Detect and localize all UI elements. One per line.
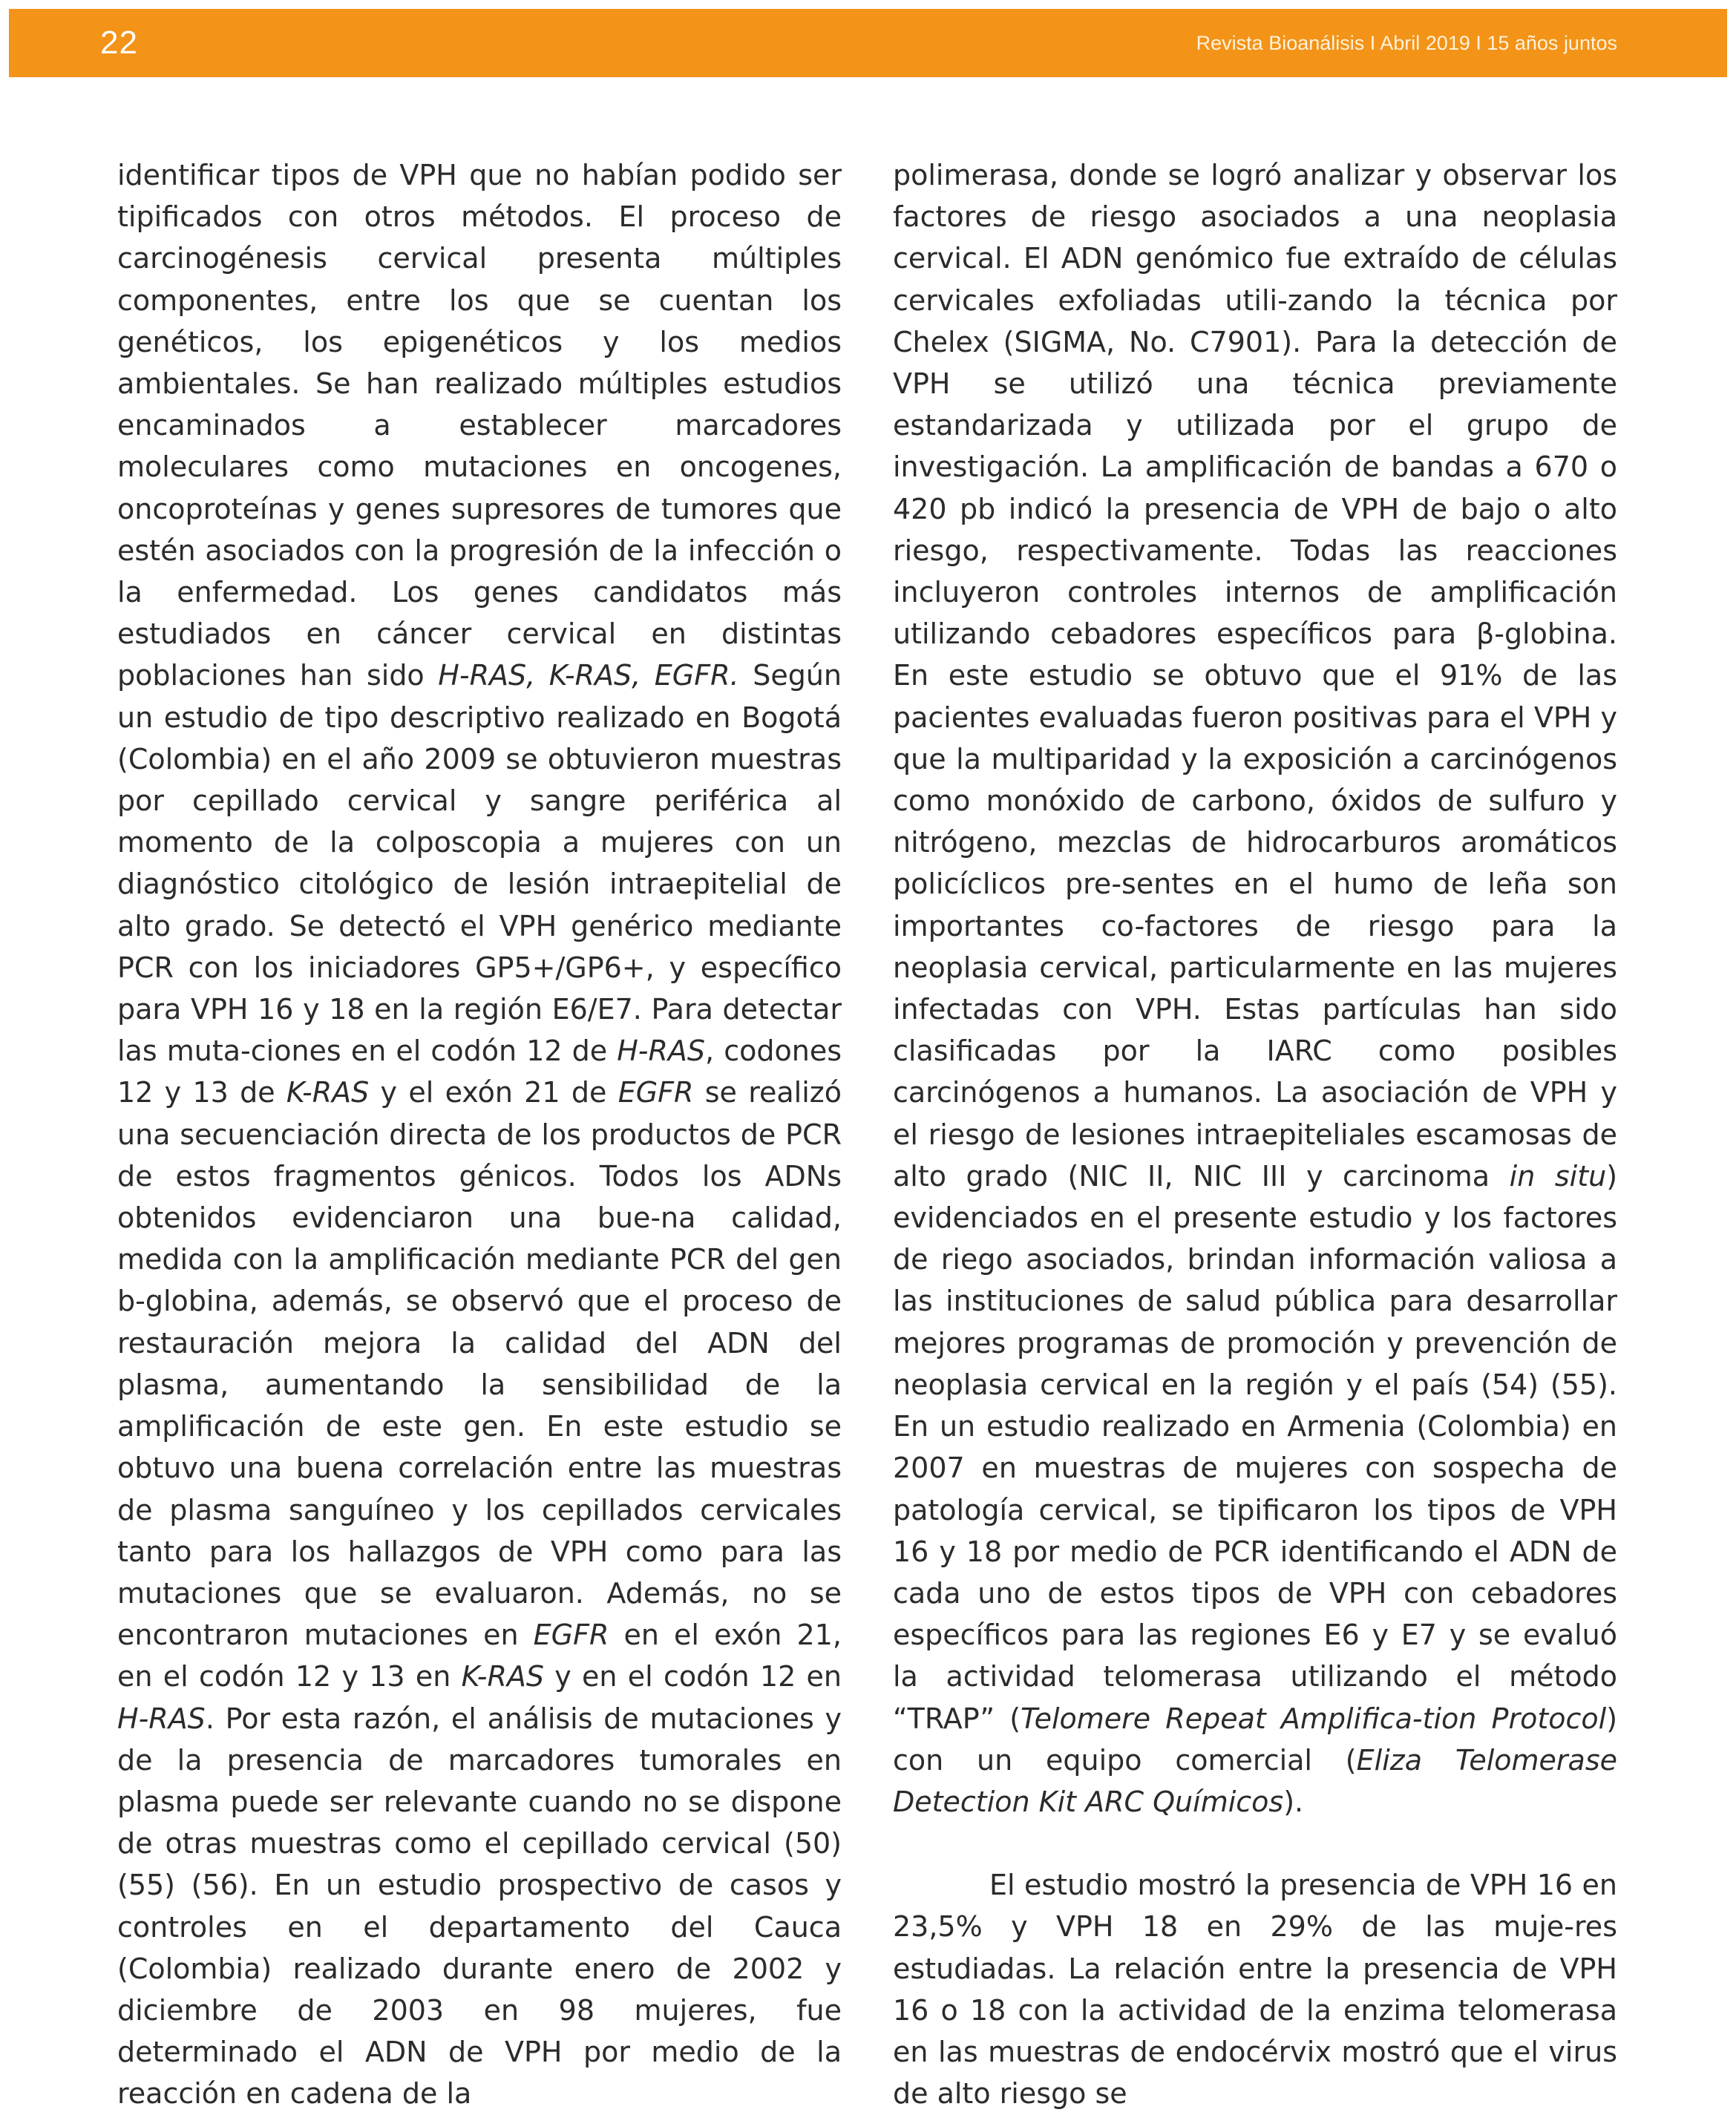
left-paragraph xyxy=(117,154,842,2115)
right-column xyxy=(893,154,1617,2114)
gene-name: K-RAS xyxy=(286,1076,370,1109)
italic-term: Telomere Repeat Amplifica-tion Protocol xyxy=(1021,1702,1607,1735)
running-header: Revista Bioanálisis I Abril 2019 I 15 años juntos xyxy=(1196,32,1617,54)
left-column xyxy=(117,154,842,2115)
gene-name: H-RAS xyxy=(117,1702,206,1735)
body-text: y en el codón 12 en xyxy=(543,1660,842,1693)
body-text: identificar tipos de VPH que no habían podido ser tipificados con otros métodos. El proceso de carcinogénesis cervical presenta múltiples componentes, entre los que se cuentan los genéticos, los epigenéticos y los medios ambientales. Se han realizado múltiples estudios encaminados a establecer marcadores moleculares como mutaciones en oncogenes, oncoproteínas y genes supresores de tumores que estén asociados con la progresión de la infección o la enfermedad. Los genes candidatos más estudiados en cáncer cervical en distintas poblaciones han sido xyxy=(117,159,842,692)
body-text: , codones 12 y 13 de xyxy=(117,1034,842,1109)
body-text: ) con un equipo comercial ( xyxy=(893,1702,1618,1777)
gene-name: EGFR xyxy=(533,1619,609,1652)
right-paragraph-1 xyxy=(893,154,1617,1823)
body-text: ) evidenciados en el presente estudio y los factores de riego asociados, brindan información valiosa a las instituciones de salud pública para desarrollar mejores programas de promoción y prevención de neoplasia cervical en la región y el país (54) (55). En un estudio realizado en Armenia (Colombia) en 2007 en muestras de mujeres con sospecha de patología cervical, se tipificaron los tipos de VPH 16 y 18 por medio de PCR identificando el ADN de cada uno de estos tipos de VPH con cebadores específicos para las regiones E6 y E7 y se evaluó la actividad telomerasa utilizando el método “TRAP” ( xyxy=(893,1159,1618,1735)
body-text: ). xyxy=(1283,1785,1304,1818)
body-text: en el exón 21, en el codón 12 y 13 en xyxy=(117,1619,842,1693)
gene-name: EGFR xyxy=(618,1076,694,1109)
gene-name: K-RAS xyxy=(461,1660,544,1693)
body-text: se realizó una secuenciación directa de los productos de PCR de estos fragmentos génicos. Todos los ADNs obtenidos evidenciaron una bue-na calidad, medida con la amplificación mediante PCR del gen b-globina, además, se observó que el proceso de restauración mejora la calidad del ADN del plasma, aumentando la sensibilidad de la amplificación de este gen. En este estudio se obtuvo una buena correlación entre las muestras de plasma sanguíneo y los cepillados cervicales tanto para los hallazgos de VPH como para las mutaciones que se evaluaron. Además, no se encontraron mutaciones en xyxy=(117,1076,842,1652)
right-paragraph-2: El estudio mostró la presencia de VPH 16 en 23,5% y VPH 18 en 29% de las muje-res estudiadas. La relación entre la presencia de VPH 16 o 18 con la actividad de la enzima telomerasa en las muestras de endocérvix mostró que el virus de alto riesgo se xyxy=(893,1869,1617,2111)
body-text: . Por esta razón, el análisis de mutaciones y de la presencia de marcadores tumorales en plasma puede ser relevante cuando no se dispone de otras muestras como el cepillado cervical (50) (55) (56). En un estudio prospectivo de casos y controles en el departamento del Cauca (Colombia) realizado durante enero de 2002 y diciembre de 2003 en 98 mujeres, fue determinado el ADN de VPH por medio de la reacción en cadena de la xyxy=(117,1702,842,2111)
body-text: y el exón 21 de xyxy=(369,1076,618,1109)
gene-name: H-RAS xyxy=(617,1034,706,1068)
italic-term: Eliza Telomerase Detection Kit ARC Químicos xyxy=(893,1743,1618,1818)
body-text: polimerasa, donde se logró analizar y observar los factores de riesgo asociados a una neoplasia cervical. El ADN genómico fue extraído de células cervicales exfoliadas utili-zando la técnica por Chelex (SIGMA, No. C7901). Para la detección de VPH se utilizó una técnica previamente estandarizada y utilizada por el grupo de investigación. La amplificación de bandas a 670 o 420 pb indicó la presencia de VPH de bajo o alto riesgo, respectivamente. Todas las reacciones incluyeron controles internos de amplificación utilizando cebadores específicos para β-globina. En este estudio se obtuvo que el 91% de las pacientes evaluadas fueron positivas para el VPH y que la multiparidad y la exposición a carcinógenos como monóxido de carbono, óxidos de sulfuro y nitrógeno, mezclas de hidrocarburos aromáticos policíclicos pre-sentes en el humo de leña son importantes co-factores de riesgo para la neoplasia cervical, particularmente en las mujeres infectadas con VPH. Estas partículas han sido clasificadas por la IARC como posibles carcinógenos a humanos. La asociación de VPH y el riesgo de lesiones intraepiteliales escamosas de alto grado (NIC II, NIC III y carcinoma xyxy=(893,159,1617,1193)
body-text: Según un estudio de tipo descriptivo realizado en Bogotá (Colombia) en el año 2009 se obtuvieron muestras por cepillado cervical y sangre periférica al momento de la colposcopia a mujeres con un diagnóstico citológico de lesión intraepitelial de alto grado. Se detectó el VPH genérico mediante PCR con los iniciadores GP5+/GP6+, y específico para VPH 16 y 18 en la región E6/E7. Para detectar las muta-ciones en el codón 12 de xyxy=(117,659,842,1068)
italic-term: in situ xyxy=(1509,1159,1607,1193)
gene-names: H-RAS, K-RAS, EGFR. xyxy=(438,659,739,692)
page-number: 22 xyxy=(100,24,138,61)
